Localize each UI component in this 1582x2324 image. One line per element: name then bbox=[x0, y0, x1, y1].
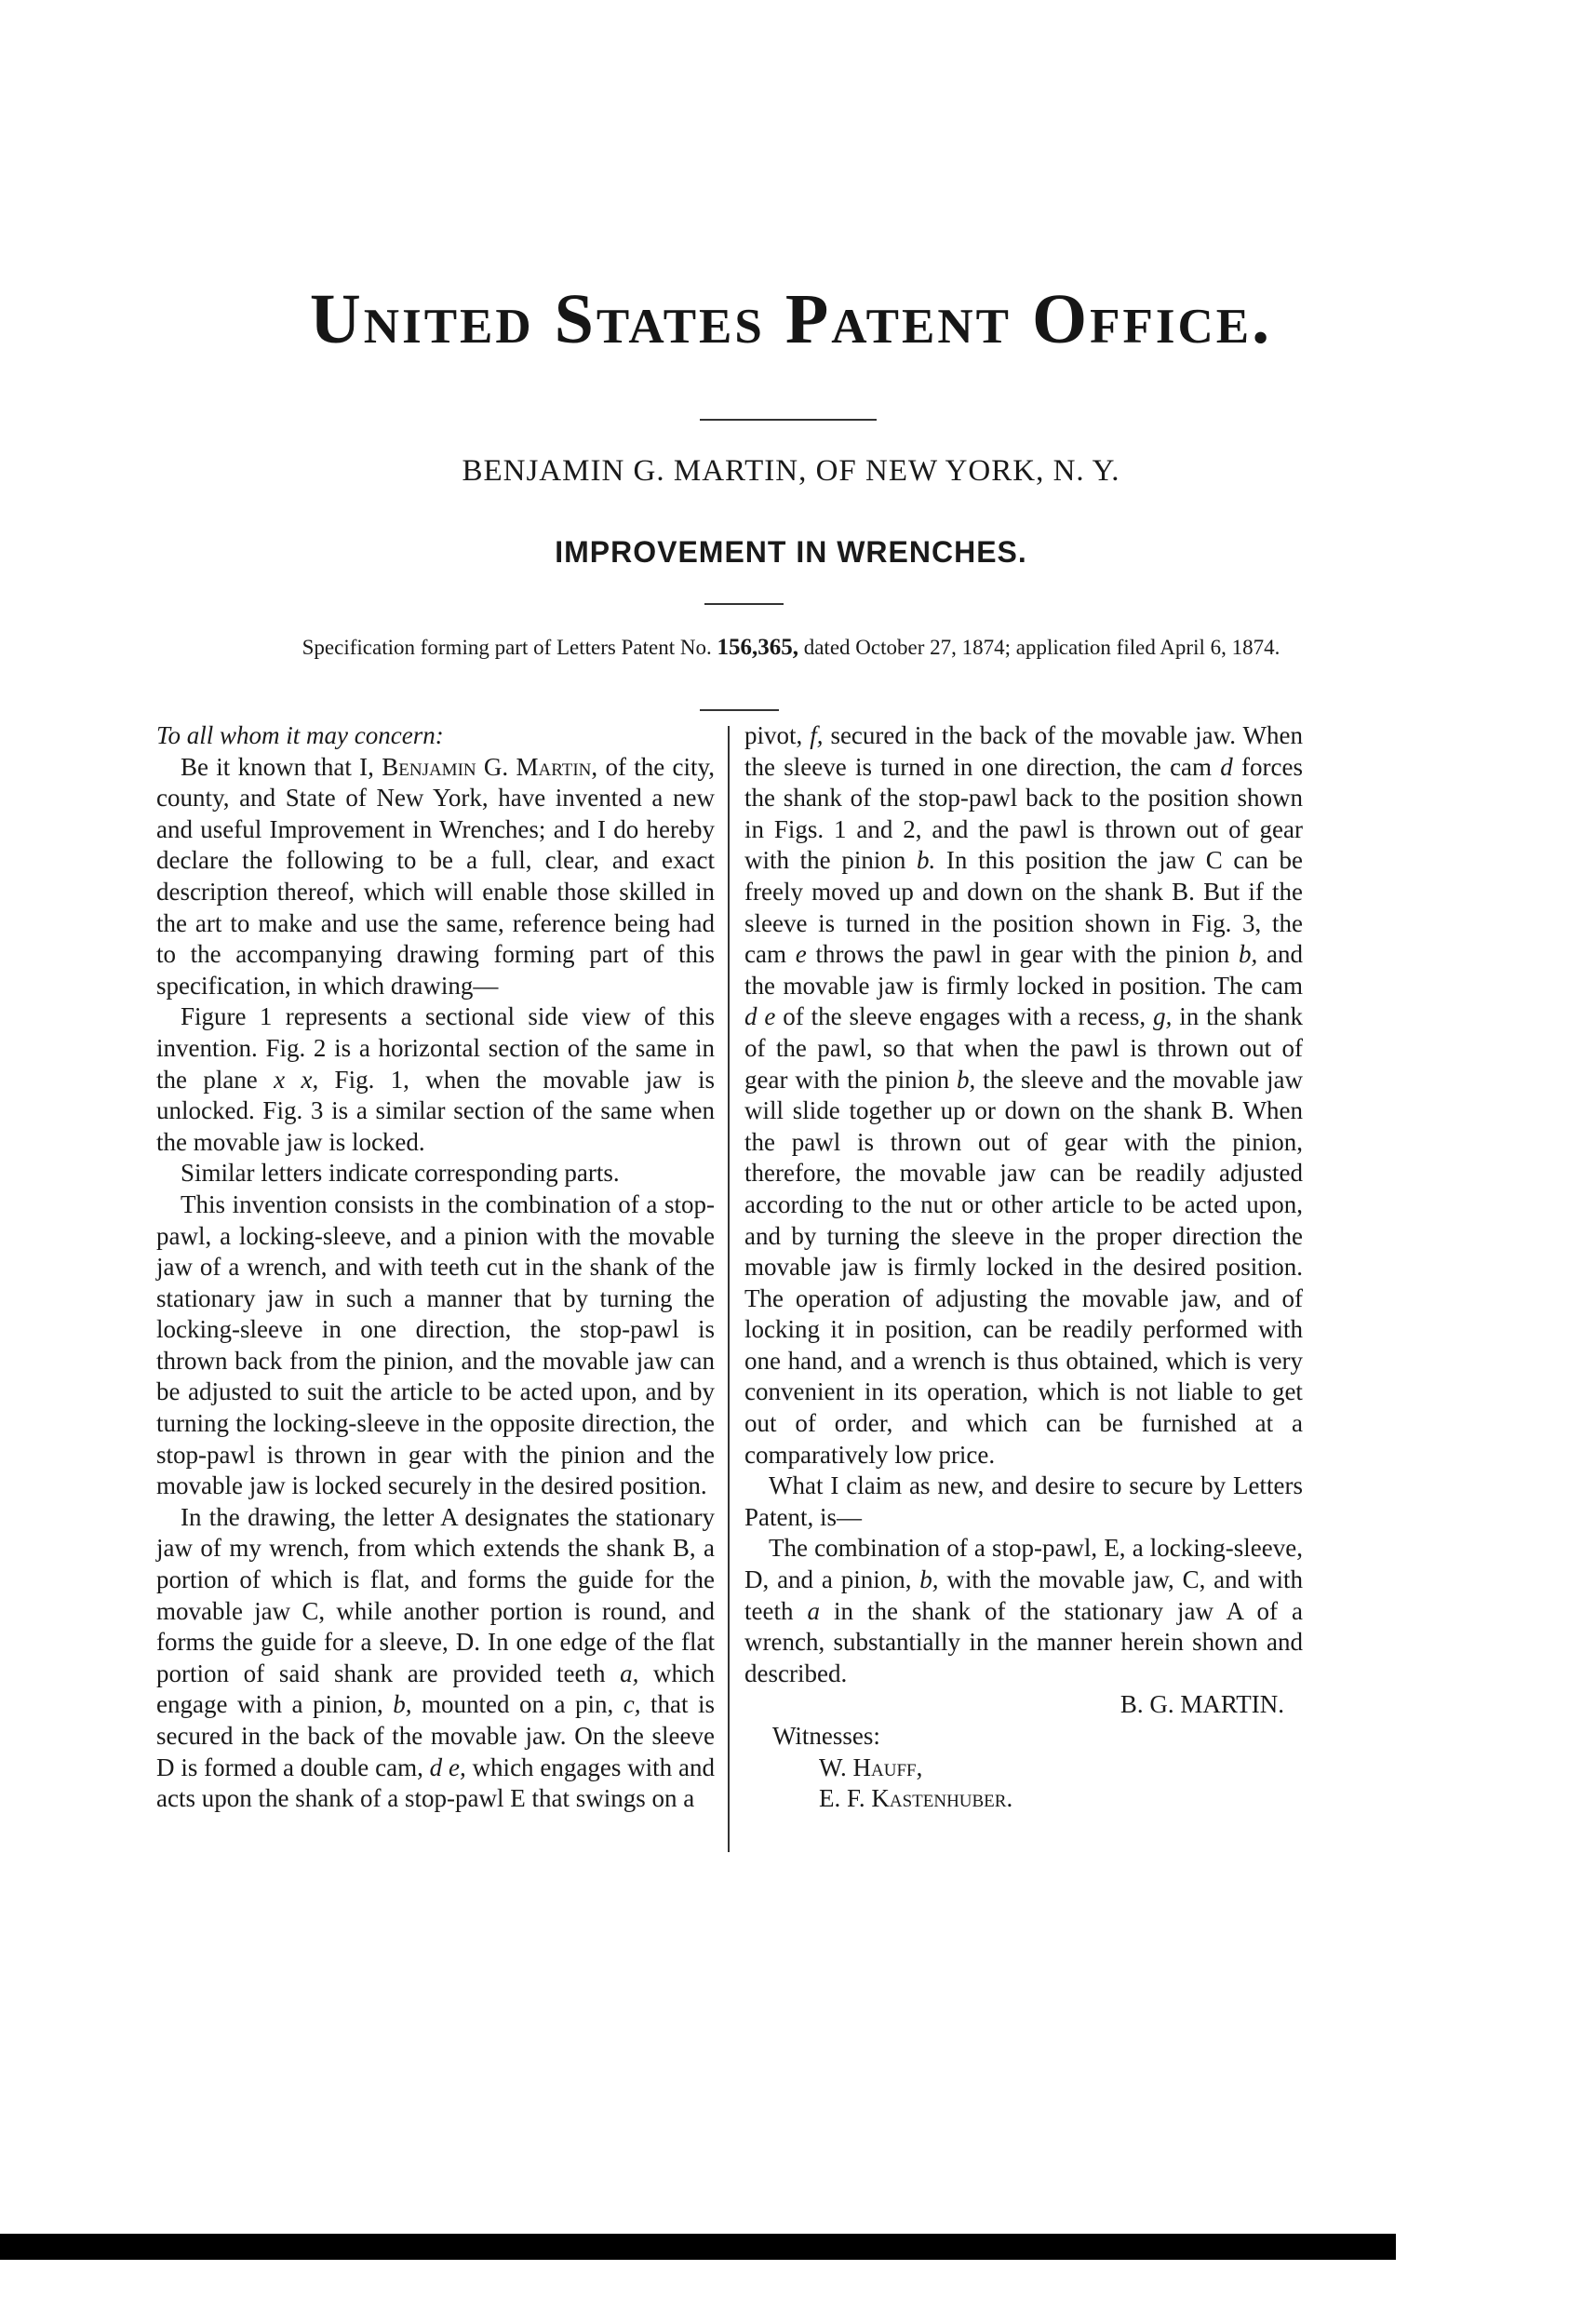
paragraph-3: Similar letters indicate corresponding parts. bbox=[181, 1159, 620, 1188]
paragraph-5-continued: pivot, f, secured in the back of the movable jaw. When the sleeve is turned in one direction, the cam d forces the shank of the stop-pawl back to the position shown in Figs. 1 and 2, and the pawl is thrown out of gear with the pinion b. In this position the jaw C can be freely moved up and down on the shank B. But if the sleeve is turned in the position shown in Fig. 3, the cam e throws the pawl in gear with the pinion b, and the movable jaw is firmly locked in position. The cam d e of the sleeve engages with a recess, g, in the shank of the pawl, so that when the pawl is thrown out of gear with the pinion b, the sleeve and the movable jaw will slide together up or down on the shank B. When the pawl is thrown out of gear with the pinion, therefore, the movable jaw can be readily adjusted according to the nut or other article to be acted upon, and by turning the sleeve in the proper direction the movable jaw is firmly locked in the desired position. The operation of adjusting the movable jaw, and of locking it in position, can be readily performed with one hand, and a wrench is thus obtained, which is very convenient in its operation, which is not liable to get out of order, and which can be furnished at a comparatively low price. bbox=[744, 721, 1304, 1469]
spec-rule bbox=[700, 709, 779, 711]
right-column bbox=[744, 720, 1303, 1815]
paragraph-6: What I claim as new, and desire to secure by Letters Patent, is— bbox=[744, 1471, 1303, 1531]
signature-name: B. G. MARTIN. bbox=[1119, 1690, 1284, 1719]
invention-title: IMPROVEMENT IN WRENCHES. bbox=[555, 535, 1027, 569]
left-column bbox=[156, 720, 715, 1815]
subtitle-rule bbox=[704, 603, 784, 605]
specification-line: Specification forming part of Letters Patent No. 156,365, dated October 27, 1874; application filed April 6, 1874. bbox=[302, 635, 1280, 660]
title-rule bbox=[700, 419, 877, 421]
column-divider bbox=[728, 726, 730, 1852]
paragraph-5: In the drawing, the letter A designates the stationary jaw of my wrench, from which extends the shank B, a portion of which is flat, and forms the guide for the movable jaw C, while another portion is round, and forms the guide for a sleeve, D. In one edge of the flat portion of said shank are provided teeth a, which engage with a pinion, b, mounted on a pin, c, that is secured in the back of the movable jaw. On the sleeve D is formed a double cam, d e, which engages with and acts upon the shank of a stop-pawl E that swings on a bbox=[156, 1502, 716, 1813]
scan-bottom-bar bbox=[0, 2234, 1396, 2260]
inventor-name: Benjamin G. Martin, bbox=[382, 752, 598, 781]
witness-2: E. F. Kastenhuber. bbox=[819, 1784, 1013, 1813]
inventor-line: BENJAMIN G. MARTIN, OF NEW YORK, N. Y. bbox=[462, 454, 1120, 488]
office-title: United States Patent Office. bbox=[309, 280, 1273, 358]
salutation: To all whom it may concern: bbox=[156, 721, 444, 749]
patent-number: 156,365, bbox=[717, 635, 798, 660]
paragraph-2: Figure 1 represents a sectional side view of this invention. Fig. 2 is a horizontal section of the same in the plane x x, Fig. 1, when the movable jaw is unlocked. Fig. 3 is a similar section of the same when the movable jaw is locked. bbox=[156, 1002, 716, 1156]
paragraph-4: This invention consists in the combination of a stop-pawl, a locking-sleeve, and a pinion with the movable jaw of a wrench, and with teeth cut in the shank of the stationary jaw in such a manner that by turning the locking-sleeve in one direction, the stop-pawl is thrown back from the pinion, and the movable jaw can be adjusted to suit the article to be acted upon, and by turning the locking-sleeve in the opposite direction, the stop-pawl is thrown in gear with the pinion and the movable jaw is locked securely in the desired position. bbox=[156, 1189, 715, 1500]
witness-1: W. Hauff, bbox=[819, 1753, 923, 1781]
claim: The combination of a stop-pawl, E, a locking-sleeve, D, and a pinion, b, with the movable jaw, C, and with teeth a in the shank of the stationary jaw A of a wrench, substantially in the manner herein shown and described. bbox=[744, 1534, 1303, 1687]
witnesses-label: Witnesses: bbox=[772, 1722, 880, 1750]
paragraph-1: Be it known that I, Benjamin G. Martin, of the city, county, and State of New York, have invented a new and useful Improvement in Wrenches; and I do hereby declare the following to be a full, clear, and exact description thereof, which will enable those skilled in the art to make and use the same, reference being had to the accompanying drawing forming part of this specification, in which drawing— bbox=[156, 752, 716, 1000]
